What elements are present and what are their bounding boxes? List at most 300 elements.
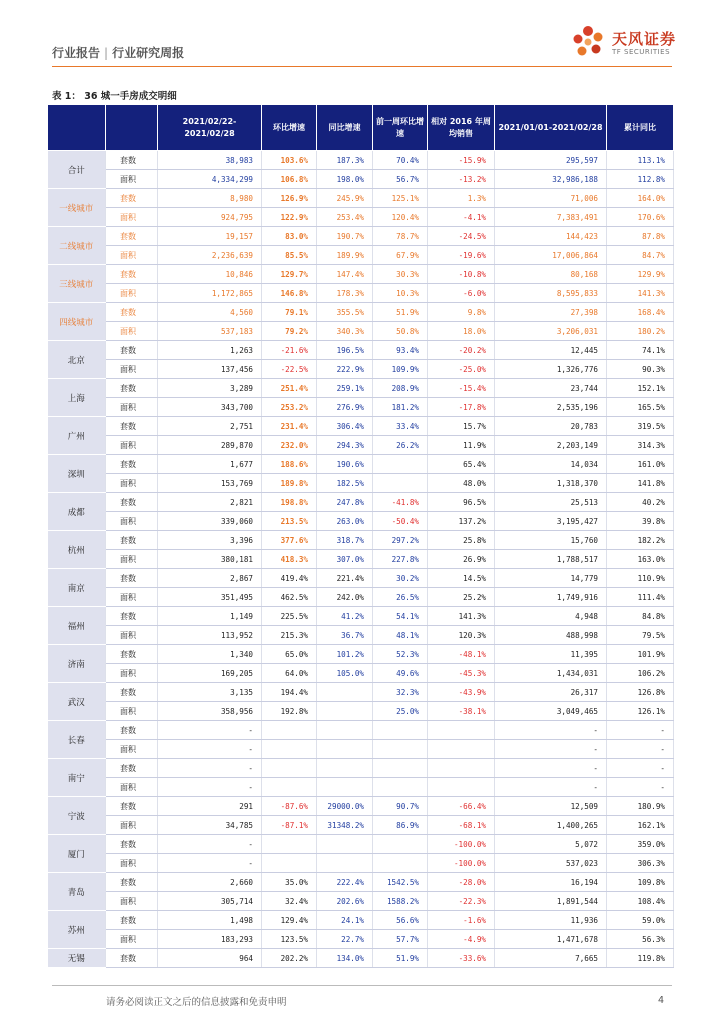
table-cell: 122.9% [262, 208, 317, 227]
row-metric-label: 套数 [106, 189, 158, 208]
table-header-row [48, 105, 674, 151]
table-cell: 419.4% [262, 569, 317, 588]
table-row [48, 208, 674, 227]
table-cell: 34,785 [158, 816, 262, 835]
table-cell: 26,317 [495, 683, 607, 702]
table-row [48, 930, 674, 949]
table-cell: 30.3% [373, 265, 428, 284]
table-row [48, 246, 674, 265]
table-cell: 164.0% [607, 189, 674, 208]
table-cell: 31348.2% [317, 816, 373, 835]
table-cell: 2,203,149 [495, 436, 607, 455]
header-cell-ytd-range: 2021/01/01-2021/02/28 [495, 105, 607, 151]
table-cell: 38,983 [158, 151, 262, 170]
table-row [48, 531, 674, 550]
table-cell: 306.3% [607, 854, 674, 873]
table-row [48, 721, 674, 740]
table-cell [428, 778, 495, 797]
row-metric-label: 套数 [106, 151, 158, 170]
table-cell: 137.2% [428, 512, 495, 531]
table-cell: 106.8% [262, 170, 317, 189]
table-cell: 1,891,544 [495, 892, 607, 911]
table-cell: 144,423 [495, 227, 607, 246]
table-cell: 377.6% [262, 531, 317, 550]
row-group-label: 杭州 [48, 531, 106, 569]
table-cell: -100.0% [428, 835, 495, 854]
table-cell: 71,006 [495, 189, 607, 208]
table-cell: 32.4% [262, 892, 317, 911]
transaction-table [47, 104, 674, 968]
table-cell [373, 474, 428, 493]
row-metric-label: 面积 [106, 322, 158, 341]
table-cell: 147.4% [317, 265, 373, 284]
table-cell: 1,677 [158, 455, 262, 474]
table-cell: 247.8% [317, 493, 373, 512]
table-cell: 15,760 [495, 531, 607, 550]
table-row [48, 607, 674, 626]
row-group-label: 上海 [48, 379, 106, 417]
table-cell: 340.3% [317, 322, 373, 341]
table-cell: 14,779 [495, 569, 607, 588]
table-cell: 163.0% [607, 550, 674, 569]
table-cell: 3,396 [158, 531, 262, 550]
table-cell: - [607, 740, 674, 759]
table-cell: 245.9% [317, 189, 373, 208]
table-row [48, 436, 674, 455]
table-cell: 168.4% [607, 303, 674, 322]
table-cell: 29000.0% [317, 797, 373, 816]
row-metric-label: 面积 [106, 626, 158, 645]
table-cell [373, 455, 428, 474]
row-metric-label: 面积 [106, 360, 158, 379]
table-cell: 1,326,776 [495, 360, 607, 379]
table-cell: -100.0% [428, 854, 495, 873]
table-cell: 215.3% [262, 626, 317, 645]
table-cell: 64.0% [262, 664, 317, 683]
table-cell [262, 854, 317, 873]
table-cell: 231.4% [262, 417, 317, 436]
table-cell: 227.8% [373, 550, 428, 569]
table-cell: -68.1% [428, 816, 495, 835]
table-cell: 153,769 [158, 474, 262, 493]
table-cell: 141.3% [428, 607, 495, 626]
table-cell: 1,318,370 [495, 474, 607, 493]
table-cell: 67.9% [373, 246, 428, 265]
table-cell: 194.4% [262, 683, 317, 702]
table-cell: -45.3% [428, 664, 495, 683]
table-cell: -87.6% [262, 797, 317, 816]
table-cell: 19,157 [158, 227, 262, 246]
table-cell: 3,049,465 [495, 702, 607, 721]
table-cell: - [495, 759, 607, 778]
table-cell: 339,060 [158, 512, 262, 531]
table-cell: 1,788,517 [495, 550, 607, 569]
row-group-label: 南宁 [48, 759, 106, 797]
table-cell: - [607, 778, 674, 797]
table-cell: -20.2% [428, 341, 495, 360]
row-metric-label: 面积 [106, 474, 158, 493]
table-cell: 52.3% [373, 645, 428, 664]
table-cell: 222.4% [317, 873, 373, 892]
table-cell: 30.2% [373, 569, 428, 588]
table-cell: -41.8% [373, 493, 428, 512]
table-cell: 306.4% [317, 417, 373, 436]
table-row [48, 797, 674, 816]
table-cell: -87.1% [262, 816, 317, 835]
header-cell-wow-growth: 环比增速 [262, 105, 317, 151]
table-cell: 24.1% [317, 911, 373, 930]
table-cell: 380,181 [158, 550, 262, 569]
table-cell [373, 854, 428, 873]
table-row [48, 512, 674, 531]
table-cell: 12,509 [495, 797, 607, 816]
table-cell: - [158, 740, 262, 759]
table-row [48, 759, 674, 778]
table-cell: 537,023 [495, 854, 607, 873]
table-cell: 1,149 [158, 607, 262, 626]
table-cell: 183,293 [158, 930, 262, 949]
table-cell: 2,535,196 [495, 398, 607, 417]
table-cell: 165.5% [607, 398, 674, 417]
table-cell: 90.7% [373, 797, 428, 816]
header-separator: | [104, 46, 109, 60]
row-group-label: 四线城市 [48, 303, 106, 341]
table-cell: 178.3% [317, 284, 373, 303]
table-cell [428, 721, 495, 740]
header-cell-blank [106, 105, 158, 151]
table-cell: 27,398 [495, 303, 607, 322]
table-cell: 126.1% [607, 702, 674, 721]
row-group-label: 厦门 [48, 835, 106, 873]
table-cell: 3,206,031 [495, 322, 607, 341]
table-cell: 26.2% [373, 436, 428, 455]
table-cell: 182.5% [317, 474, 373, 493]
table-cell: 161.0% [607, 455, 674, 474]
table-cell: -17.8% [428, 398, 495, 417]
table-cell: 253.4% [317, 208, 373, 227]
flower-logo-icon [568, 22, 608, 62]
table-row [48, 683, 674, 702]
table-cell [262, 721, 317, 740]
row-group-label: 三线城市 [48, 265, 106, 303]
table-cell: -21.6% [262, 341, 317, 360]
table-row [48, 949, 674, 968]
table-cell: 39.8% [607, 512, 674, 531]
row-group-label: 南京 [48, 569, 106, 607]
table-row [48, 322, 674, 341]
table-cell: 119.8% [607, 949, 674, 968]
table-cell: 25.8% [428, 531, 495, 550]
table-cell: 146.8% [262, 284, 317, 303]
table-cell: 305,714 [158, 892, 262, 911]
table-cell: 14.5% [428, 569, 495, 588]
row-metric-label: 面积 [106, 588, 158, 607]
table-row [48, 664, 674, 683]
table-cell: 180.2% [607, 322, 674, 341]
row-metric-label: 面积 [106, 170, 158, 189]
row-metric-label: 面积 [106, 740, 158, 759]
table-cell: 86.9% [373, 816, 428, 835]
table-row [48, 854, 674, 873]
row-metric-label: 套数 [106, 493, 158, 512]
table-cell: 253.2% [262, 398, 317, 417]
table-cell: 54.1% [373, 607, 428, 626]
table-cell: 11.9% [428, 436, 495, 455]
row-group-label: 武汉 [48, 683, 106, 721]
table-cell: 2,867 [158, 569, 262, 588]
table-cell [317, 778, 373, 797]
table-cell: 83.0% [262, 227, 317, 246]
table-row [48, 588, 674, 607]
row-metric-label: 面积 [106, 512, 158, 531]
table-cell: 41.2% [317, 607, 373, 626]
table-cell: - [495, 778, 607, 797]
table-cell: 10,846 [158, 265, 262, 284]
table-cell: 924,795 [158, 208, 262, 227]
table-cell: 222.9% [317, 360, 373, 379]
header-cell-blank [48, 105, 106, 151]
header-cell-vs-2016: 相对 2016 年周均销售 [428, 105, 495, 151]
table-cell: 56.3% [607, 930, 674, 949]
table-row [48, 417, 674, 436]
table-cell: 11,395 [495, 645, 607, 664]
row-group-label: 一线城市 [48, 189, 106, 227]
table-cell: 80,168 [495, 265, 607, 284]
table-cell: -38.1% [428, 702, 495, 721]
row-metric-label: 面积 [106, 550, 158, 569]
row-metric-label: 套数 [106, 683, 158, 702]
row-metric-label: 套数 [106, 759, 158, 778]
page-number: 4 [657, 995, 664, 1006]
table-cell [317, 683, 373, 702]
table-cell: 295,597 [495, 151, 607, 170]
table-cell: 198.8% [262, 493, 317, 512]
table-cell: 1,340 [158, 645, 262, 664]
table-cell: 488,998 [495, 626, 607, 645]
table-cell: 126.9% [262, 189, 317, 208]
table-cell: 4,560 [158, 303, 262, 322]
row-metric-label: 面积 [106, 892, 158, 911]
table-cell: 5,072 [495, 835, 607, 854]
row-metric-label: 套数 [106, 835, 158, 854]
table-cell: 109.8% [607, 873, 674, 892]
table-cell: 84.8% [607, 607, 674, 626]
row-metric-label: 套数 [106, 607, 158, 626]
table-cell: -19.6% [428, 246, 495, 265]
table-row [48, 816, 674, 835]
table-cell: - [158, 854, 262, 873]
table-cell [262, 778, 317, 797]
table-cell: 20,783 [495, 417, 607, 436]
table-row [48, 151, 674, 170]
table-cell: 40.2% [607, 493, 674, 512]
table-cell: 50.8% [373, 322, 428, 341]
header-cell-week-range: 2021/02/22-2021/02/28 [158, 105, 262, 151]
table-cell: 8,595,833 [495, 284, 607, 303]
table-cell: 3,195,427 [495, 512, 607, 531]
table-row [48, 892, 674, 911]
table-title: 表 1： 36 城一手房成交明细 [52, 91, 177, 102]
table-cell: -1.6% [428, 911, 495, 930]
table-cell: 1,172,865 [158, 284, 262, 303]
header-cell-prev-week-growth: 前一周环比增速 [373, 105, 428, 151]
table-cell: 123.5% [262, 930, 317, 949]
table-cell: 35.0% [262, 873, 317, 892]
table-cell: 129.9% [607, 265, 674, 284]
table-cell [428, 740, 495, 759]
table-cell: 221.4% [317, 569, 373, 588]
table-cell: -4.1% [428, 208, 495, 227]
table-cell: 3,135 [158, 683, 262, 702]
table-cell: 190.7% [317, 227, 373, 246]
table-cell: 2,751 [158, 417, 262, 436]
table-cell: 188.6% [262, 455, 317, 474]
table-cell: 297.2% [373, 531, 428, 550]
table-cell: 36.7% [317, 626, 373, 645]
table-cell: - [158, 835, 262, 854]
table-cell: 169,205 [158, 664, 262, 683]
table-cell: 87.8% [607, 227, 674, 246]
table-cell [373, 759, 428, 778]
table-cell: 202.6% [317, 892, 373, 911]
table-cell: 196.5% [317, 341, 373, 360]
table-cell: 319.5% [607, 417, 674, 436]
row-group-label: 福州 [48, 607, 106, 645]
table-row [48, 398, 674, 417]
table-cell: -15.4% [428, 379, 495, 398]
table-cell: 1.3% [428, 189, 495, 208]
row-metric-label: 面积 [106, 246, 158, 265]
table-cell: 242.0% [317, 588, 373, 607]
table-row [48, 778, 674, 797]
table-cell: - [495, 721, 607, 740]
table-cell: 48.0% [428, 474, 495, 493]
table-cell: -50.4% [373, 512, 428, 531]
table-cell: -66.4% [428, 797, 495, 816]
table-cell: 125.1% [373, 189, 428, 208]
table-cell: - [607, 759, 674, 778]
table-cell: 126.8% [607, 683, 674, 702]
table-cell: 2,821 [158, 493, 262, 512]
row-metric-label: 套数 [106, 873, 158, 892]
row-metric-label: 面积 [106, 930, 158, 949]
table-cell [317, 759, 373, 778]
table-cell: 198.0% [317, 170, 373, 189]
row-metric-label: 面积 [106, 284, 158, 303]
table-cell: 152.1% [607, 379, 674, 398]
table-cell: 318.7% [317, 531, 373, 550]
table-cell: 120.3% [428, 626, 495, 645]
table-cell: - [158, 778, 262, 797]
table-cell: 170.6% [607, 208, 674, 227]
table-cell: 79.1% [262, 303, 317, 322]
table-row [48, 189, 674, 208]
row-metric-label: 套数 [106, 379, 158, 398]
table-row [48, 284, 674, 303]
table-cell [262, 759, 317, 778]
table-cell: 225.5% [262, 607, 317, 626]
table-cell: 2,660 [158, 873, 262, 892]
brand-logo [568, 22, 678, 66]
table-cell: 17,006,864 [495, 246, 607, 265]
table-cell: 65.0% [262, 645, 317, 664]
table-cell: 251.4% [262, 379, 317, 398]
row-group-label: 深圳 [48, 455, 106, 493]
table-cell: 32.3% [373, 683, 428, 702]
table-cell: 79.2% [262, 322, 317, 341]
row-group-label: 无锡 [48, 949, 106, 968]
row-metric-label: 套数 [106, 531, 158, 550]
table-cell: -22.3% [428, 892, 495, 911]
row-metric-label: 套数 [106, 645, 158, 664]
row-metric-label: 面积 [106, 208, 158, 227]
table-cell: 101.9% [607, 645, 674, 664]
table-cell: 25.0% [373, 702, 428, 721]
table-cell: 192.8% [262, 702, 317, 721]
table-cell: 1,434,031 [495, 664, 607, 683]
table-row [48, 227, 674, 246]
report-header [52, 44, 184, 61]
table-cell: 182.2% [607, 531, 674, 550]
table-row [48, 911, 674, 930]
table-cell: 111.4% [607, 588, 674, 607]
table-cell: 85.5% [262, 246, 317, 265]
table-row [48, 645, 674, 664]
row-metric-label: 面积 [106, 436, 158, 455]
row-metric-label: 套数 [106, 797, 158, 816]
row-metric-label: 面积 [106, 816, 158, 835]
table-cell: -10.8% [428, 265, 495, 284]
row-group-label: 青岛 [48, 873, 106, 911]
table-cell: 12,445 [495, 341, 607, 360]
table-cell: 1,498 [158, 911, 262, 930]
table-cell: 106.2% [607, 664, 674, 683]
table-cell: 57.7% [373, 930, 428, 949]
table-cell: 259.1% [317, 379, 373, 398]
table-row [48, 835, 674, 854]
row-metric-label: 面积 [106, 664, 158, 683]
table-row [48, 569, 674, 588]
table-cell: 22.7% [317, 930, 373, 949]
table-row [48, 873, 674, 892]
header-cell-ytd-yoy: 累计同比 [607, 105, 674, 151]
table-cell: 110.9% [607, 569, 674, 588]
report-type: 行业报告 [52, 46, 101, 60]
table-cell: 26.5% [373, 588, 428, 607]
table-cell: 49.6% [373, 664, 428, 683]
table-cell: -33.6% [428, 949, 495, 968]
row-metric-label: 套数 [106, 569, 158, 588]
table-cell: 213.5% [262, 512, 317, 531]
table-cell: 51.9% [373, 303, 428, 322]
table-cell [317, 721, 373, 740]
table-cell: 113,952 [158, 626, 262, 645]
table-cell: 1,400,265 [495, 816, 607, 835]
table-cell: 90.3% [607, 360, 674, 379]
table-cell: 537,183 [158, 322, 262, 341]
table-cell [373, 778, 428, 797]
row-group-label: 北京 [48, 341, 106, 379]
table-cell: 343,700 [158, 398, 262, 417]
table-cell: 93.4% [373, 341, 428, 360]
table-cell: 418.3% [262, 550, 317, 569]
table-cell: 134.0% [317, 949, 373, 968]
table-cell: 84.7% [607, 246, 674, 265]
table-cell: 141.3% [607, 284, 674, 303]
table-cell: 7,383,491 [495, 208, 607, 227]
table-body [48, 151, 674, 968]
table-cell: 232.0% [262, 436, 317, 455]
